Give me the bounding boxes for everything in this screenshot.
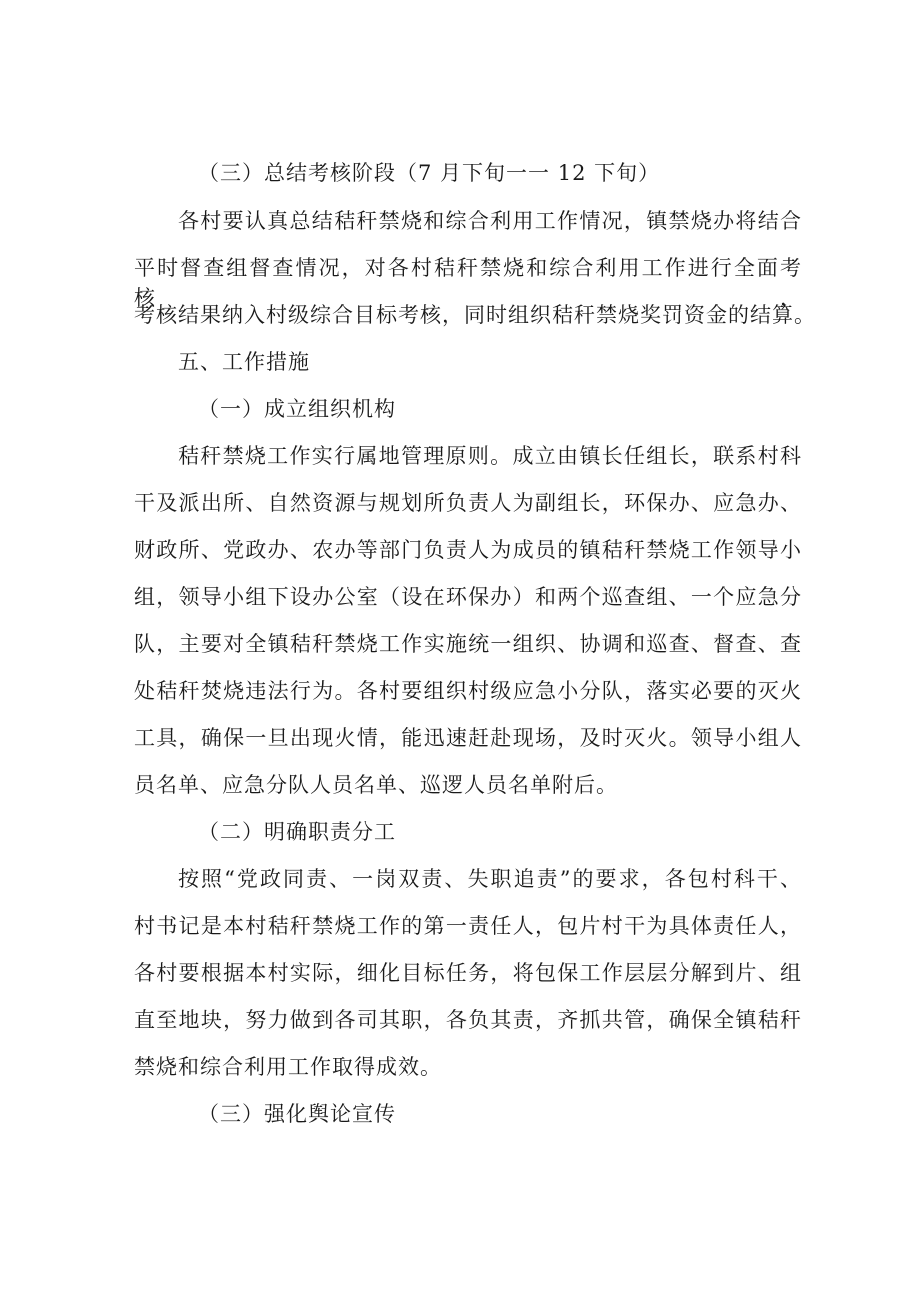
paragraph-line: 各村要根据本村实际，细化目标任务，将包保工作层层分解到片、组 (134, 961, 802, 985)
paragraph-line: 处秸秆焚烧违法行为。各村要组织村级应急小分队，落实必要的灭火 (134, 679, 802, 703)
subsection-heading-responsibilities: （二）明确职责分工 (198, 820, 396, 844)
paragraph-line: 秸秆禁烧工作实行属地管理原则。成立由镇长任组长，联系村科 (178, 444, 802, 468)
paragraph-line: 员名单、应急分队人员名单、巡逻人员名单附后。 (134, 773, 618, 797)
paragraph-line: 按照“党政同责、一岗双责、失职追责”的要求，各包村科干、 (178, 867, 802, 891)
section-heading-summary-assessment: （三）总结考核阶段（7 月下旬一一 12 下旬） (198, 161, 661, 185)
subsection-heading-publicity: （三）强化舆论宣传 (198, 1102, 396, 1126)
paragraph-line: 干及派出所、自然资源与规划所负责人为副组长，环保办、应急办、 (134, 491, 802, 515)
paragraph-line: 考核结果纳入村级综合目标考核，同时组织秸秆禁烧奖罚资金的结算。 (134, 303, 816, 327)
paragraph-line: 禁烧和综合利用工作取得成效。 (134, 1055, 442, 1079)
paragraph-line: 工具，确保一旦出现火情，能迅速赶赴现场，及时灭火。领导小组人 (134, 726, 802, 750)
paragraph-line: 队，主要对全镇秸秆禁烧工作实施统一组织、协调和巡查、督查、查 (134, 632, 802, 656)
paragraph-line: 组，领导小组下设办公室（设在环保办）和两个巡查组、一个应急分 (134, 585, 802, 609)
paragraph-line: 财政所、党政办、农办等部门负责人为成员的镇秸秆禁烧工作领导小 (134, 538, 802, 562)
paragraph-line: 直至地块，努力做到各司其职，各负其责，齐抓共管，确保全镇秸秆 (134, 1008, 802, 1032)
subsection-heading-organization: （一）成立组织机构 (198, 397, 396, 421)
paragraph-line: 平时督查组督查情况，对各村秸秆禁烧和综合利用工作进行全面考核， (134, 256, 802, 310)
paragraph-line: 村书记是本村秸秆禁烧工作的第一责任人，包片村干为具体责任人， (134, 914, 802, 938)
section-heading-work-measures: 五、工作措施 (178, 350, 310, 374)
paragraph-line: 各村要认真总结秸秆禁烧和综合利用工作情况，镇禁烧办将结合 (178, 209, 802, 233)
